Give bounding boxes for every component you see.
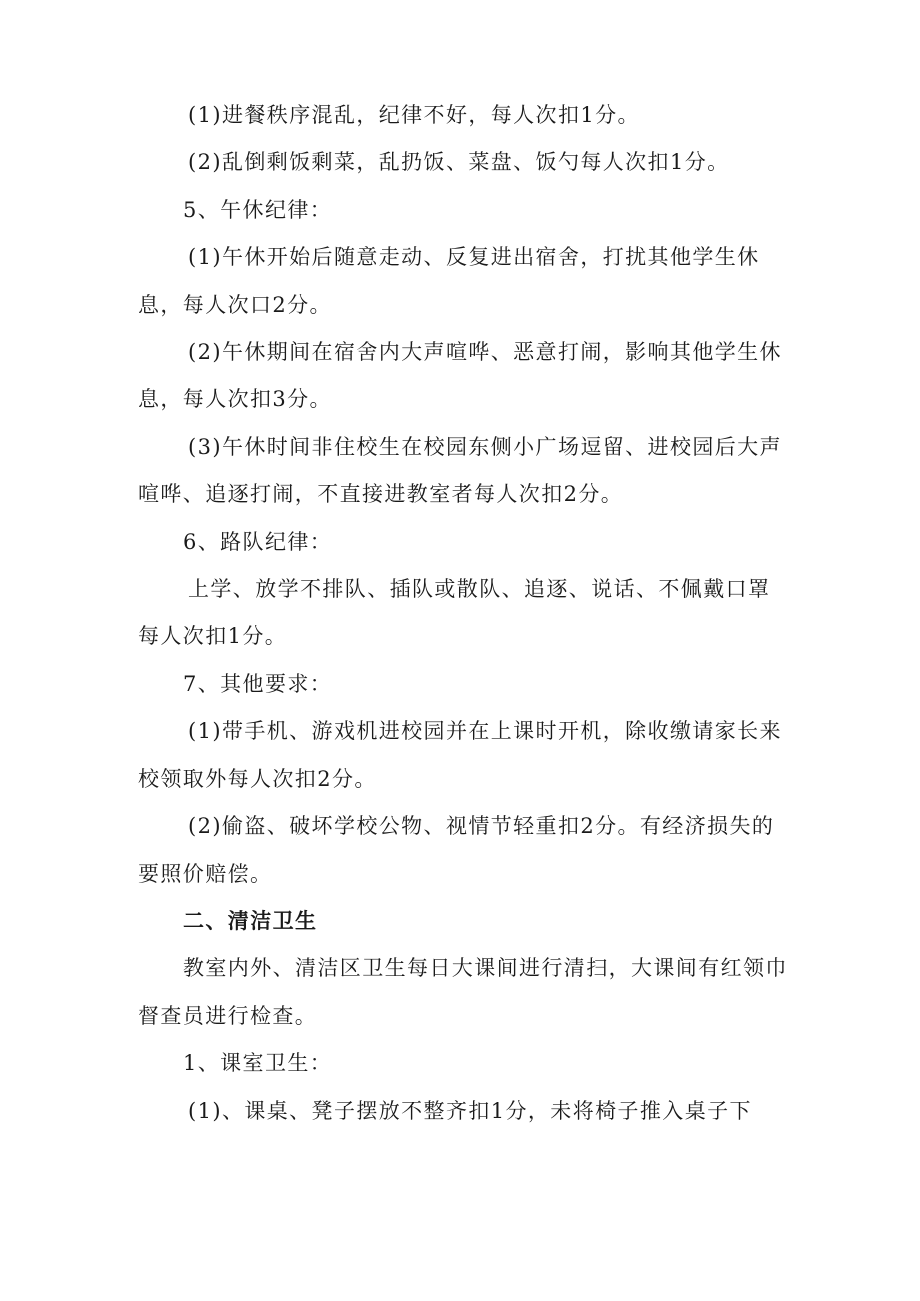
- paragraph-queue-discipline: 6、路队纪律：: [183, 529, 333, 554]
- paragraph-queue-rules: 上学、放学不排队、插队或散队、追逐、说话、不佩戴口罩每人次扣1分。: [138, 577, 771, 649]
- paragraph-cleaning-intro: 教室内外、清洁区卫生每日大课间进行清扫，大课间有红领巾督查员进行检查。: [138, 956, 788, 1028]
- paragraph-nap-walking: (1)午休开始后随意走动、反复进出宿舍，打扰其他学生休息，每人次口2分。: [138, 245, 760, 317]
- paragraph-food-waste: (2)乱倒剩饭剩菜，乱扔饭、菜盘、饭勺每人次扣1分。: [188, 150, 730, 175]
- paragraph-nap-noise: (2)午休期间在宿舍内大声喧哗、恶意打闹，影响其他学生休息，每人次扣3分。: [138, 340, 782, 412]
- paragraph-nap-nonresident: (3)午休时间非住校生在校园东侧小广场逗留、进校园后大声喧哗、追逐打闹，不直接进教室者每人次扣2分。: [138, 434, 782, 507]
- paragraph-other-requirements: 7、其他要求：: [183, 671, 333, 696]
- section-heading-cleaning: 二、清洁卫生: [183, 908, 318, 933]
- paragraph-classroom-hygiene: 1、课室卫生：: [183, 1051, 333, 1076]
- paragraph-phones: (1)带手机、游戏机进校园并在上课时开机，除收缴请家长来校领取外每人次扣2分。: [138, 719, 782, 791]
- paragraph-theft: (2)偷盗、破坏学校公物、视情节轻重扣2分。有经济损失的要照价赔偿。: [138, 814, 775, 886]
- paragraph-dining-disorder: (1)进餐秩序混乱，纪律不好，每人次扣1分。: [188, 103, 640, 127]
- paragraph-nap-discipline: 5、午休纪律：: [183, 197, 333, 222]
- document-body: [138, 92, 788, 1135]
- paragraph-desks: (1)、课桌、凳子摆放不整齐扣1分，未将椅子推入桌子下: [188, 1098, 752, 1123]
